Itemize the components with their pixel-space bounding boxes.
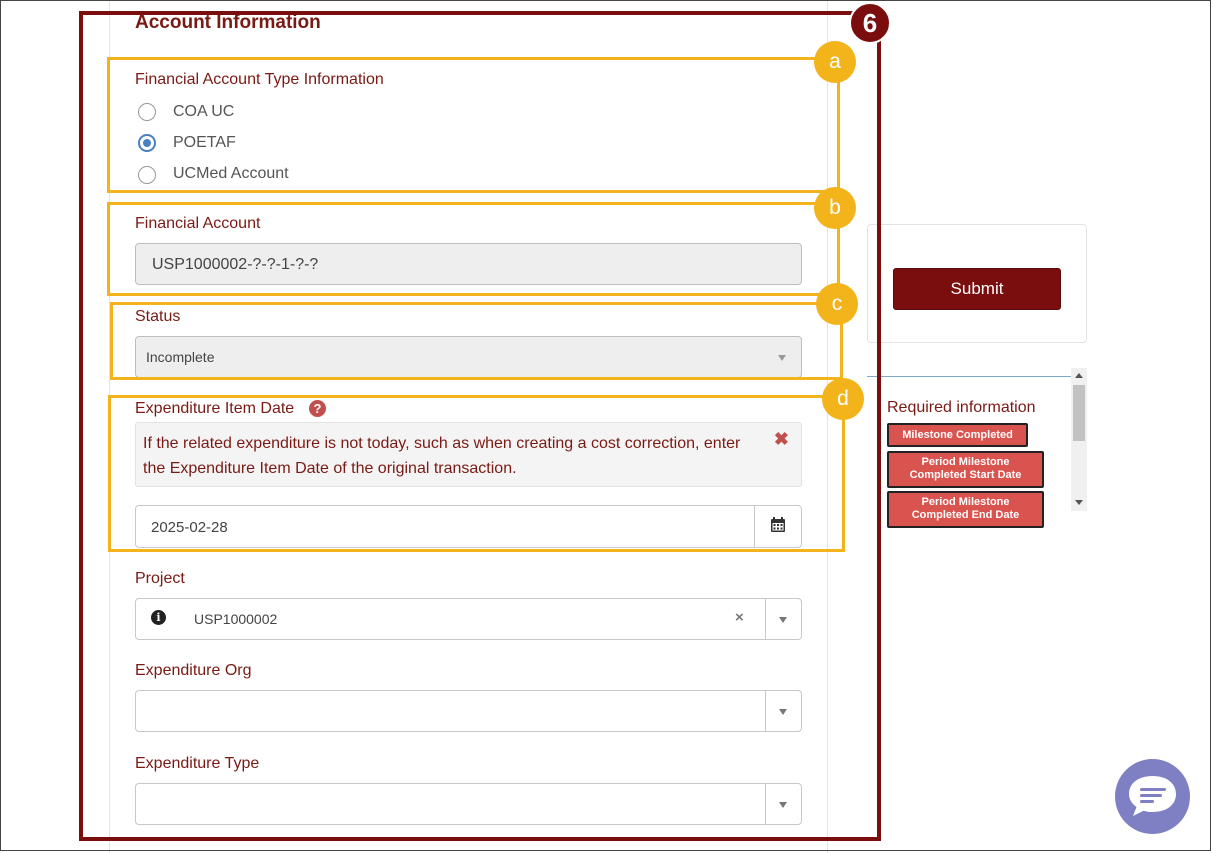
divider: [867, 376, 1071, 377]
expenditure-org-label: Expenditure Org: [135, 662, 252, 679]
annotation-box-c: [110, 302, 843, 380]
required-tag[interactable]: Period Milestone Completed End Date: [887, 491, 1044, 528]
required-info-title: Required information: [887, 399, 1036, 416]
expenditure-item-date-label: Expenditure Item Date: [135, 400, 295, 417]
financial-account-label: Financial Account: [135, 215, 261, 232]
annotation-box-b: [107, 202, 840, 296]
status-value: Incomplete: [146, 349, 215, 365]
clear-icon[interactable]: ×: [735, 609, 744, 626]
annotation-marker-b: b: [814, 187, 856, 229]
project-label: Project: [135, 570, 185, 587]
required-tag[interactable]: Milestone Completed: [887, 423, 1028, 447]
annotation-box-a: [107, 57, 840, 193]
chat-icon: [1115, 759, 1190, 834]
radio-ucmed-account-label[interactable]: UCMed Account: [173, 165, 289, 182]
scroll-thumb[interactable]: [1073, 385, 1085, 441]
status-label: Status: [135, 308, 181, 325]
expenditure-type-label: Expenditure Type: [135, 755, 260, 772]
annotation-box-d: [108, 395, 845, 552]
financial-account-value: USP1000002-?-?-1-?-?: [152, 256, 319, 273]
chat-button[interactable]: [1115, 759, 1190, 834]
radio-poetaf-label[interactable]: POETAF: [173, 134, 236, 151]
annotation-marker-c: c: [816, 283, 858, 325]
expenditure-item-date-value: 2025-02-28: [151, 519, 228, 536]
help-note-text: If the related expenditure is not today, such as when creating a cost correction, enter the Expenditure Item Date of the original transaction.: [143, 435, 741, 477]
account-type-label: Financial Account Type Information: [135, 71, 384, 88]
project-value: USP1000002: [194, 611, 278, 627]
annotation-section-badge: 6: [849, 2, 891, 44]
required-tag[interactable]: Period Milestone Completed Start Date: [887, 451, 1044, 488]
info-icon: i: [151, 610, 166, 625]
annotation-marker-a: a: [814, 41, 856, 83]
submit-button[interactable]: Submit: [893, 268, 1061, 310]
scroll-up-icon[interactable]: [1075, 373, 1083, 378]
close-icon[interactable]: ✖: [773, 429, 789, 449]
scrollbar[interactable]: [1071, 368, 1087, 511]
section-title: Account Information: [135, 12, 321, 33]
radio-coa-uc-label[interactable]: COA UC: [173, 103, 235, 120]
scroll-down-icon[interactable]: [1075, 500, 1083, 505]
help-icon[interactable]: ?: [309, 400, 326, 417]
annotation-marker-d: d: [822, 378, 864, 420]
